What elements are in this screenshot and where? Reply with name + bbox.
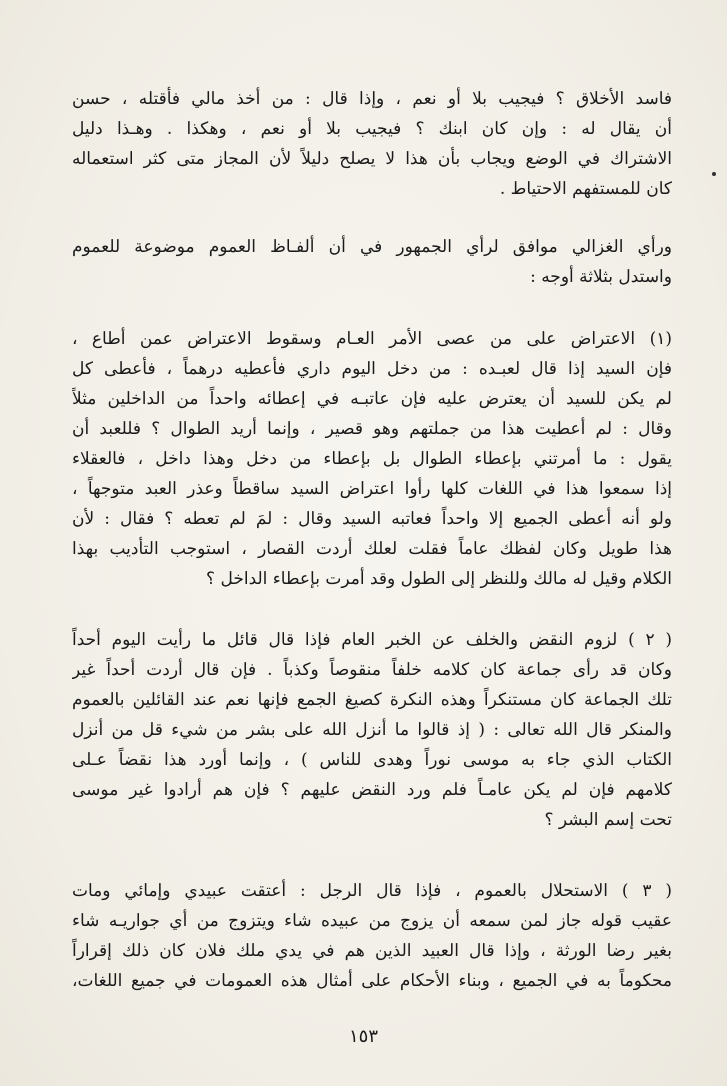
paragraph-2-line-1: ورأي الغزالي موافق لرأي الجمهور في أن ألفـاظ العموم موضوعة للعموم [72, 237, 672, 257]
paragraph-3-line-6: إذا سمعوا هذا في اللغات كلها رأوا اعتراض السيد ساقطاً وعذر العبد متوجهاً ، [72, 479, 672, 499]
paragraph-4-line-3: تلك الجماعة كان مستنكراً وهذه النكرة كصيغ الجمع فإنها نعم عند القائلين بالعموم [72, 690, 672, 710]
paragraph-4-line-1: ( ٢ ) لزوم النقض والخلف عن الخبر العام فإذا قال قائل ما رأيت اليوم أحداً [72, 630, 672, 650]
paragraph-5-line-4: محكوماً به في الجميع ، وبناء الأحكام على أمثال هذه العمومات في جميع اللغات، [72, 971, 672, 991]
paragraph-5 [72, 876, 672, 996]
paragraph-5-line-1: ( ٣ ) الاستحلال بالعموم ، فإذا قال الرجل : أعتقت عبيدي وإمائي ومات [72, 881, 672, 901]
paragraph-3-line-2: فإن السيد إذا قال لعبـده : من دخل اليوم داري فأعطيه درهماً ، فأعطى كل [72, 359, 672, 379]
paragraph-4-line-7: تحت إسم البشر ؟ [544, 810, 672, 830]
paragraph-1 [72, 84, 672, 204]
paragraph-5-line-3: بغير رضا الورثة ، وإذا قال العبيد الذين هم في يدي ملك فلان كان ذلك إقراراً [72, 941, 672, 961]
paragraph-3-line-4: وقال : لم أعطيت هذا من جملتهم وهو قصير ، وإنما أريد الطوال ؟ فللعبد أن [72, 419, 672, 439]
paragraph-1-line-1: فاسد الأخلاق ؟ فيجيب بلا أو نعم ، وإذا قال : من أخذ مالي فأقتله ، حسن [72, 89, 672, 109]
paragraph-3-line-3: لم يكن للسيد أن يعترض عليه فإن عاتبـه في إعطائه واحداً من الداخلين مثلاً [72, 389, 672, 409]
paragraph-3-line-8: هذا طويل وكان لفظك عاماً فقلت لعلك أردت القصار ، استوجب التأديب بهذا [72, 539, 672, 559]
page-number: ١٥٣ [348, 1026, 378, 1047]
paragraph-3-line-5: يقول : ما أمرتني بإعطاء الطوال بل بإعطاء من دخل وهذا داخل ، فالعقلاء [72, 449, 672, 469]
paragraph-3-line-7: ولو أنه أعطى الجميع إلا واحداً فعاتبه السيد وقال : لمَ لم تعطه ؟ فقال : لأن [72, 509, 672, 529]
paragraph-4-line-4: والمنكر قال الله تعالى : ( إذ قالوا ما أنزل الله على بشر من شيء قل من أنزل [72, 720, 672, 740]
paragraph-4-line-2: وكان قد رأى جماعة كان كلامه خلفاً منقوصاً وكذباً . فإن قال أردت أحداً غير [72, 660, 672, 680]
paragraph-4 [72, 625, 672, 835]
paragraph-3-line-9: الكلام وقيل له مالك وللنظر إلى الطول وقد أمرت بإعطاء الداخل ؟ [206, 569, 672, 589]
paragraph-1-line-4: كان للمستفهم الاحتياط . [499, 179, 672, 199]
paragraph-1-line-3: الاشتراك في الوضع ويجاب بأن هذا لا يصلح دليلاً لأن المجاز متى كثر استعماله [72, 149, 672, 169]
paragraph-2-line-2: واستدل بثلاثة أوجه : [530, 267, 672, 287]
paragraph-2 [72, 232, 672, 292]
scan-speck [712, 172, 716, 176]
paragraph-3-line-1: (١) الاعتراض على من عصى الأمر العـام وسقوط الاعتراض عمن أطاع ، [72, 329, 672, 349]
paragraph-5-line-2: عقيب قوله جاز لمن سمعه أن يزوج من عبيده شاء ويتزوج من أي جواريـه شاء [72, 911, 672, 931]
paragraph-4-line-5: الكتاب الذي جاء به موسى نوراً وهدى للناس ) ، وإنما أورد هذا نقضاً عـلى [72, 750, 672, 770]
paragraph-1-line-2: أن يقال له : وإن كان ابنك ؟ فيجيب بلا أو نعم ، وهكذا . وهـذا دليل [72, 119, 672, 139]
paragraph-4-line-6: كلامهم فإن لم يكن عامـاً فلم ورد النقض عليهم ؟ فإن هم أرادوا غير موسى [72, 780, 672, 800]
paragraph-3 [72, 324, 672, 594]
